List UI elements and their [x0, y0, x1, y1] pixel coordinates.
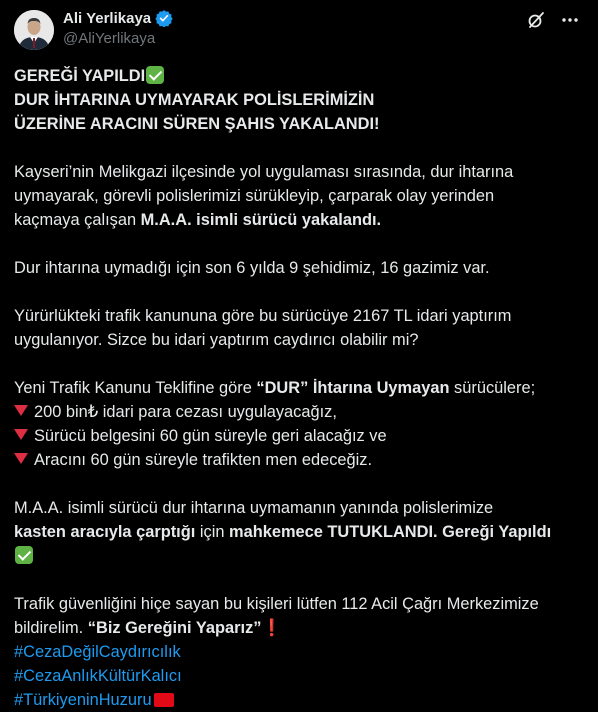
hashtag-3: [14, 688, 584, 712]
paragraph-6-line-2: bildirelim. “Biz Gereğini Yaparız”❗: [14, 619, 282, 637]
check-mark-icon: [146, 66, 164, 84]
paragraph-3-line-2: uygulanıyor. Sizce bu idari yaptırım caydırıcı olabilir mi?: [14, 331, 419, 349]
bullet-item: 200 bin₺ idari para cezası uygulayacağız,: [14, 400, 584, 424]
paragraph-5-line-1: M.A.A. isimli sürücü dur ihtarına uymamanın yanında polislerimize: [14, 499, 494, 517]
bullet-item: Sürücü belgesini 60 gün süreyle geri alacağız ve: [14, 424, 584, 448]
turkey-flag-icon: [154, 693, 174, 707]
headline-line-1: GEREĞİ YAPILDI: [14, 64, 584, 88]
verified-badge-icon[interactable]: [155, 9, 173, 27]
paragraph-5-line-2: kasten aracıyla çarptığı için mahkemece TUTUKLANDI. Gereği Yapıldı: [14, 523, 552, 541]
headline-line-3: ÜZERİNE ARACINI SÜREN ŞAHIS YAKALANDI!: [14, 115, 380, 133]
avatar-portrait: [14, 10, 54, 50]
hashtag-2: [14, 664, 584, 688]
paragraph-4-intro: Yeni Trafik Kanunu Teklifine göre “DUR” İhtarına Uymayan sürücülere;: [14, 379, 536, 397]
bullet-item: Aracını 60 gün süreyle trafikten men edeceğiz.: [14, 448, 584, 472]
grok-icon[interactable]: [526, 10, 546, 30]
hashtag-link[interactable]: #TürkiyeninHuzuru: [14, 691, 152, 709]
header-actions: [526, 10, 580, 30]
red-triangle-down-icon: [14, 453, 28, 464]
red-triangle-down-icon: [14, 405, 28, 416]
paragraph-1-line-1: Kayseri’nin Melikgazi ilçesinde yol uygulaması sırasında, dur ihtarına: [14, 163, 514, 181]
author-name[interactable]: Ali Yerlikaya: [63, 9, 152, 27]
tweet-header: [0, 0, 598, 58]
exclamation-icon: ❗: [261, 619, 282, 637]
hashtag-1: [14, 640, 584, 664]
paragraph-3-line-1: Yürürlükteki trafik kanununa göre bu sürücüye 2167 TL idari yaptırım: [14, 307, 512, 325]
headline-line-2: DUR İHTARINA UYMAYARAK POLİSLERİMİZİN: [14, 91, 375, 109]
avatar[interactable]: [14, 10, 54, 50]
author-block: [63, 8, 173, 47]
tweet-text: [14, 64, 584, 712]
paragraph-5-line-3: [14, 544, 584, 568]
check-mark-icon: [15, 546, 33, 564]
paragraph-1-line-3: kaçmaya çalışan M.A.A. isimli sürücü yakalandı.: [14, 211, 382, 229]
red-triangle-down-icon: [14, 429, 28, 440]
more-icon[interactable]: [560, 10, 580, 30]
paragraph-2: Dur ihtarına uymadığı için son 6 yılda 9 şehidimiz, 16 gazimiz var.: [14, 259, 490, 277]
author-handle[interactable]: @AliYerlikaya: [63, 30, 156, 47]
paragraph-6-line-1: Trafik güvenliğini hiçe sayan bu kişileri lütfen 112 Acil Çağrı Merkezimize: [14, 595, 539, 613]
paragraph-1-line-2: uymayarak, görevli polislerimizi sürükleyip, çarparak olay yerinden: [14, 187, 495, 205]
hashtag-link[interactable]: #CezaDeğilCaydırıcılık: [14, 643, 181, 661]
hashtag-link[interactable]: #CezaAnlıkKültürKalıcı: [14, 667, 182, 685]
